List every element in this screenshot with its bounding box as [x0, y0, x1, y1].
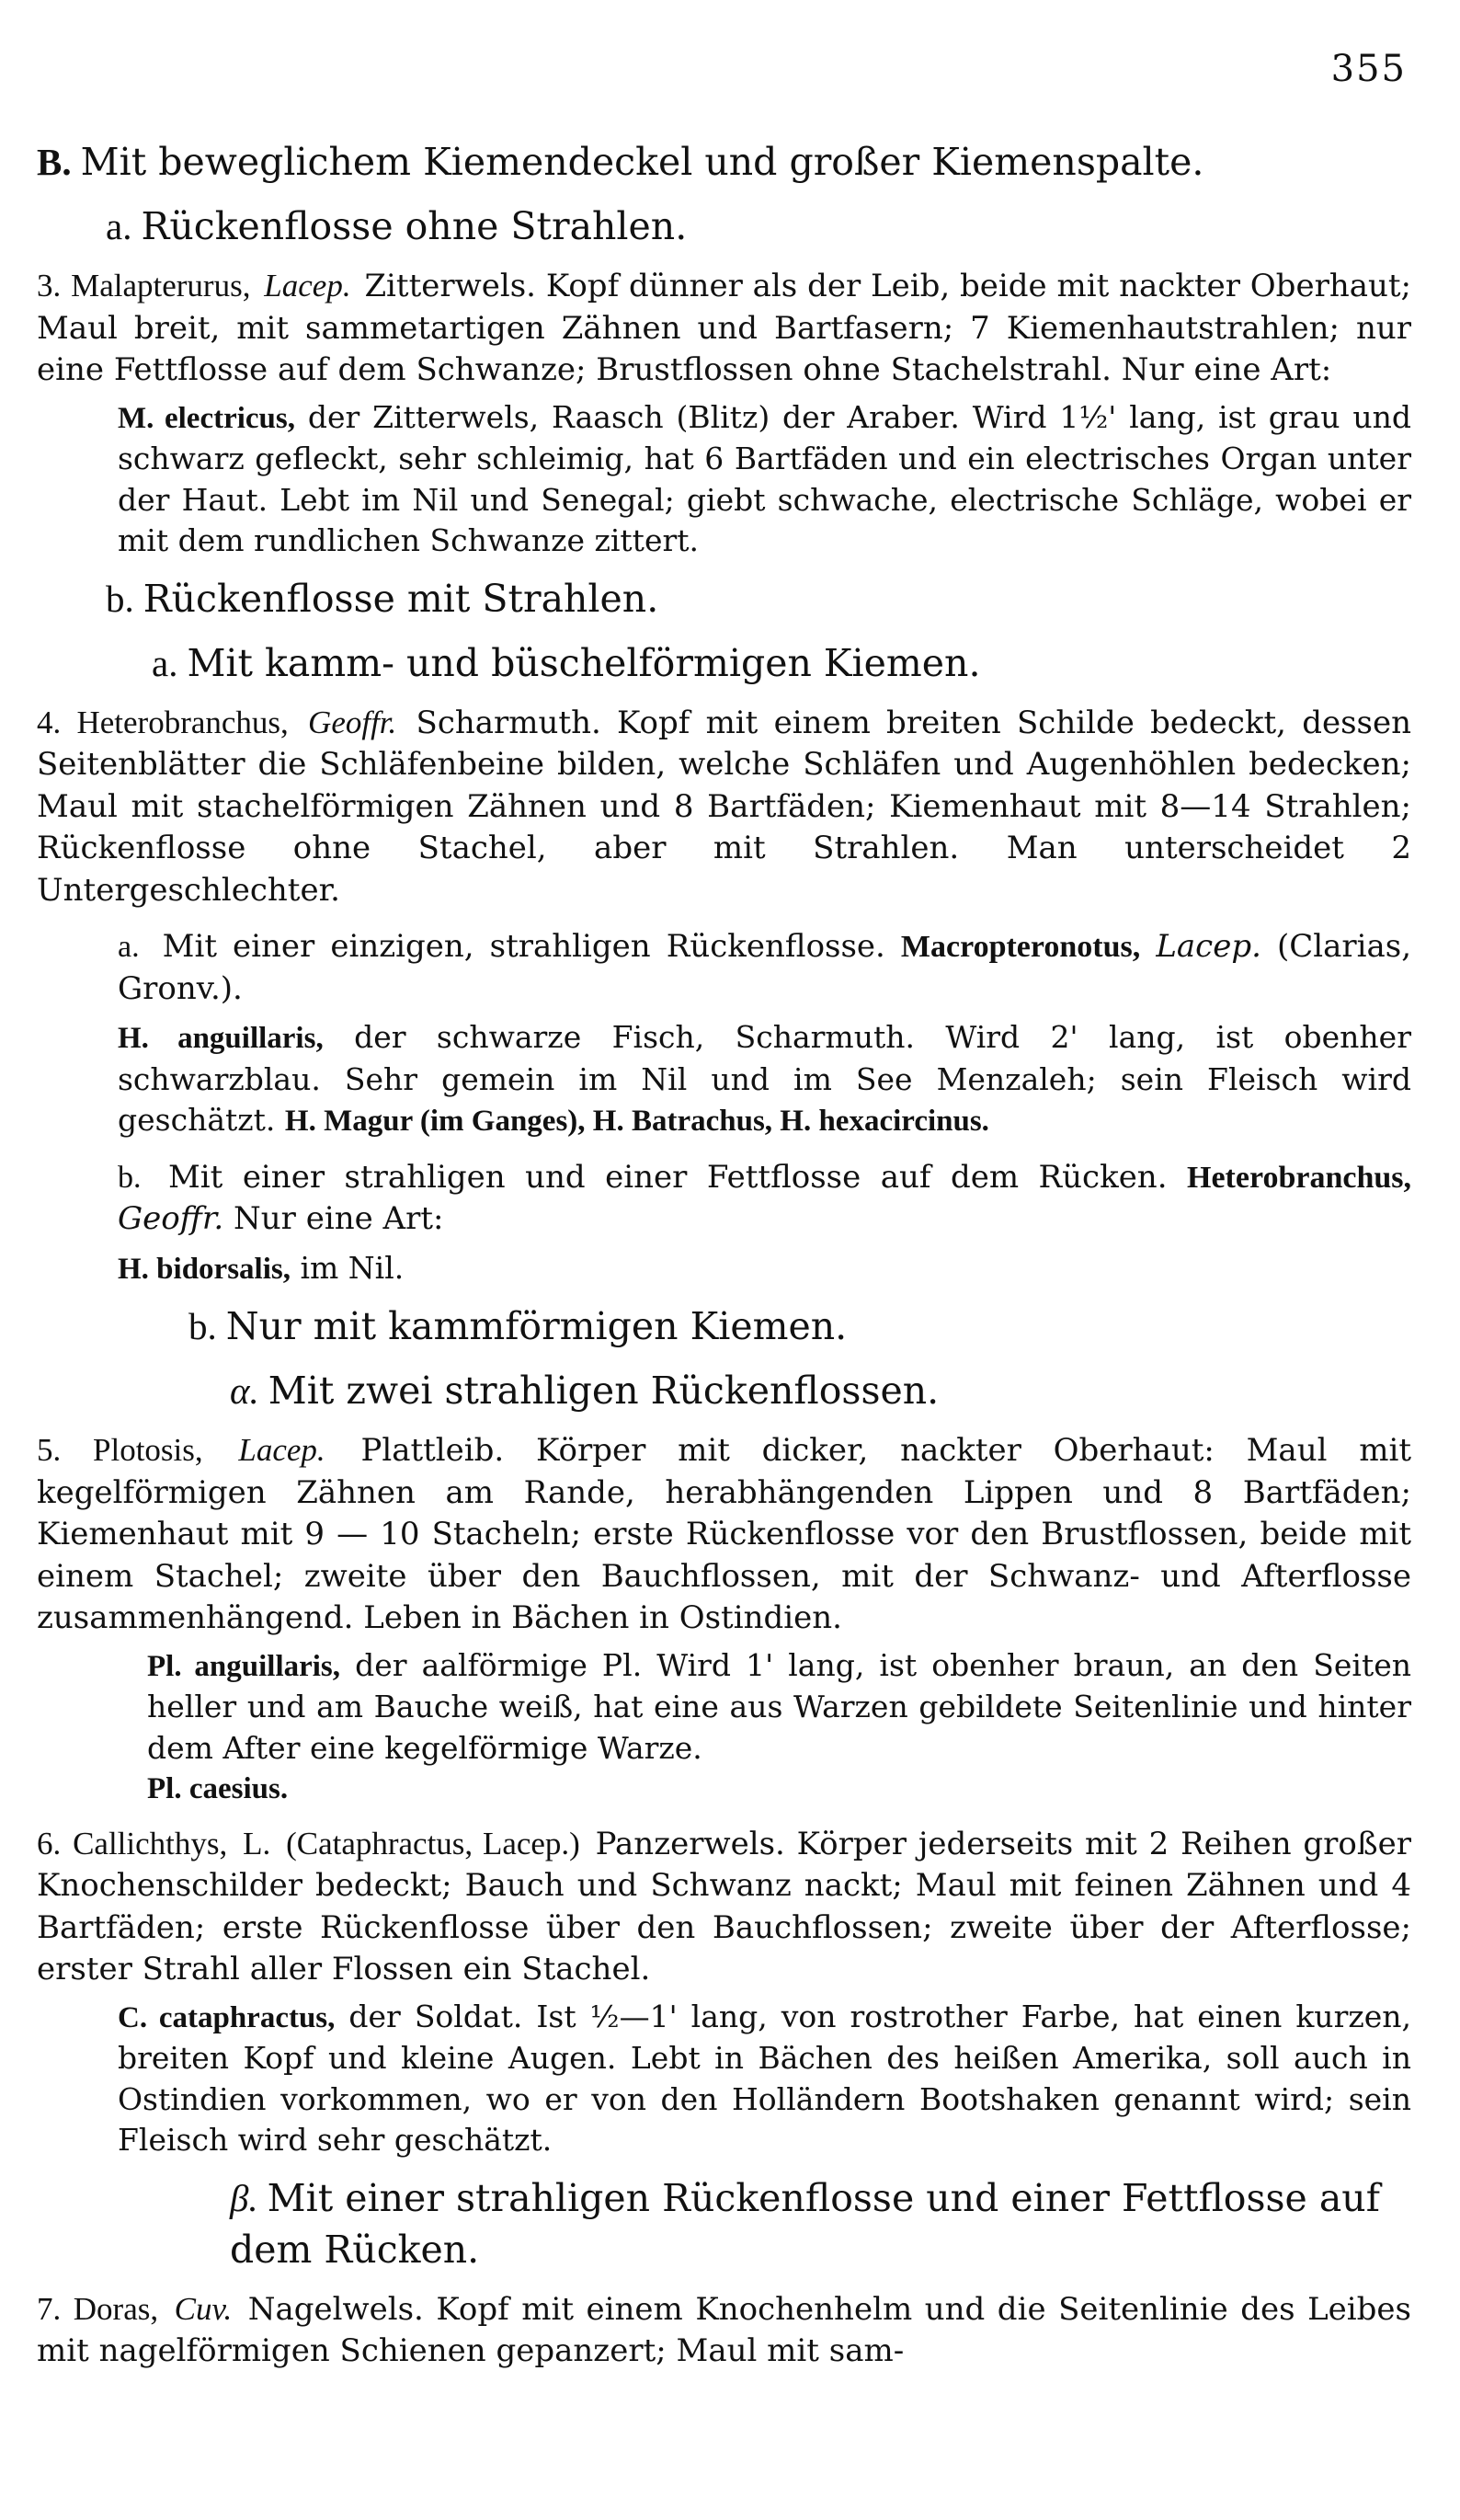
subgenus-entry-a: a. Mit einer einzigen, strahligen Rückenflosse. Macropteronotus, Lacep. (Clarias, Gronv.).	[118, 928, 1412, 1007]
genus-entry-callichthys: 6. Callichthys, L. (Cataphractus, Lacep.) Panzerwels. Körper jederseits mit 2 Reihen großer Knochenschilder bedeckt; Bauch und Schwanz nackt; Maul mit feinen Zähnen und 4 Bartfäden; erste Rückenflosse über den Bauchflossen; zweite über der Afterflosse; erster Strahl aller Flossen ein Stachel.	[37, 1825, 1411, 1987]
species-entry-bidorsalis: H. bidorsalis, im Nil.	[118, 1249, 405, 1286]
subgenus-entry-b: b. Mit einer strahligen und einer Fettflosse auf dem Rücken. Heterobranchus, Geoffr. Nur eine Art:	[118, 1158, 1411, 1237]
genus-entry-heterobranchus: 4. Heterobranchus, Geoffr. Scharmuth. Kopf mit einem breiten Schilde bedeckt, dessen Seitenblätter die Schläfenbeine bilden, welche Schläfen und Augenhöhlen bedecken; Maul mit stachelförmigen Zähnen und 8 Bartfäden; Kiemenhaut mit 8—14 Strahlen; Rückenflosse ohne Stachel, aber mit Strahlen. Man unterscheidet 2 Untergeschlechter.	[37, 704, 1411, 909]
species-entry-electricus: M. electricus, der Zitterwels, Raasch (Blitz) der Araber. Wird 1½' lang, ist grau und schwarz gefleckt, sehr schleimig, hat 6 Bartfäden und ein electrisches Organ unter der Haut. Lebt im Nil und Senegal; giebt schwache, electrische Schläge, wobei er mit dem rundlichen Schwanze zittert.	[118, 398, 1411, 558]
section-heading-b: b. Rückenflosse mit Strahlen.	[106, 576, 659, 621]
genus-entry-plotosis: 5. Plotosis, Lacep. Plattleib. Körper mit dicker, nackter Oberhaut: Maul mit kegelförmigen Zähnen am Rande, herabhängenden Lippen und 8 Bartfäden; Kiemenhaut mit 9 — 10 Stacheln; erste Rückenflosse vor den Brustflossen, beide mit einem Stachel; zweite über den Bauchflossen, mit der Schwanz- und Afterflosse zusammenhängend. Leben in Bächen in Ostindien.	[37, 1432, 1411, 1636]
page-content	[37, 129, 1411, 2378]
species-entry-cataphractus: C. cataphractus, der Soldat. Ist ½—1' lang, von rostrother Farbe, hat einen kurzen, breiten Kopf und kleine Augen. Lebt in Bächen des heißen Amerika, soll auch in Ostindien vorkommen, wo er von den Holländern Bootshaken genannt wird; sein Fleisch wird sehr geschätzt.	[118, 1998, 1411, 2158]
species-entry-anguillaris: H. anguillaris, der schwarze Fisch, Scharmuth. Wird 2' lang, ist obenher schwarzblau. Sehr gemein im Nil und im See Menzaleh; sein Fleisch wird geschätzt. H. Magur (im Ganges), H. Batrachus, H. hexacircinus.	[118, 1019, 1411, 1138]
page-number: 355	[1330, 48, 1407, 90]
genus-entry-malapterurus: 3. Malapterurus, Lacep. Zitterwels. Kopf dünner als der Leib, beide mit nackter Oberhaut; Maul breit, mit sammetartigen Zähnen und Bartfasern; 7 Kiemenhautstrahlen; nur eine Fettflosse auf dem Schwanze; Brustflossen ohne Stachelstrahl. Nur eine Art:	[37, 268, 1412, 388]
section-heading-alpha: α. Mit zwei strahligen Rückenflossen.	[230, 1369, 940, 1413]
section-heading-bb: b. Nur mit kammförmigen Kiemen.	[188, 1304, 848, 1348]
species-entry-caesius: Pl. caesius.	[147, 1772, 289, 1805]
section-heading-beta: β. Mit einer strahligen Rückenflosse und einer Fettflosse auf dem Rücken.	[230, 2175, 1380, 2272]
section-heading-a: a. Rückenflosse ohne Strahlen.	[106, 204, 688, 248]
section-heading-B: B. Mit beweglichem Kiemendeckel und großer Kiemenspalte.	[37, 140, 1204, 184]
genus-entry-doras: 7. Doras, Cuv. Nagelwels. Kopf mit einem Knochenhelm und die Seitenlinie des Leibes mit nagelförmigen Schienen gepanzert; Maul mit sam-	[37, 2290, 1411, 2369]
section-heading-aa: a. Mit kamm- und büschelförmigen Kiemen.	[152, 640, 981, 685]
species-entry-pl-anguillaris: Pl. anguillaris, der aalförmige Pl. Wird 1' lang, ist obenher braun, an den Seiten heller und am Bauche weiß, hat eine aus Warzen gebildete Seitenlinie und hinter dem After eine kegelförmige Warze. Pl. caesius.	[147, 1645, 1411, 1810]
